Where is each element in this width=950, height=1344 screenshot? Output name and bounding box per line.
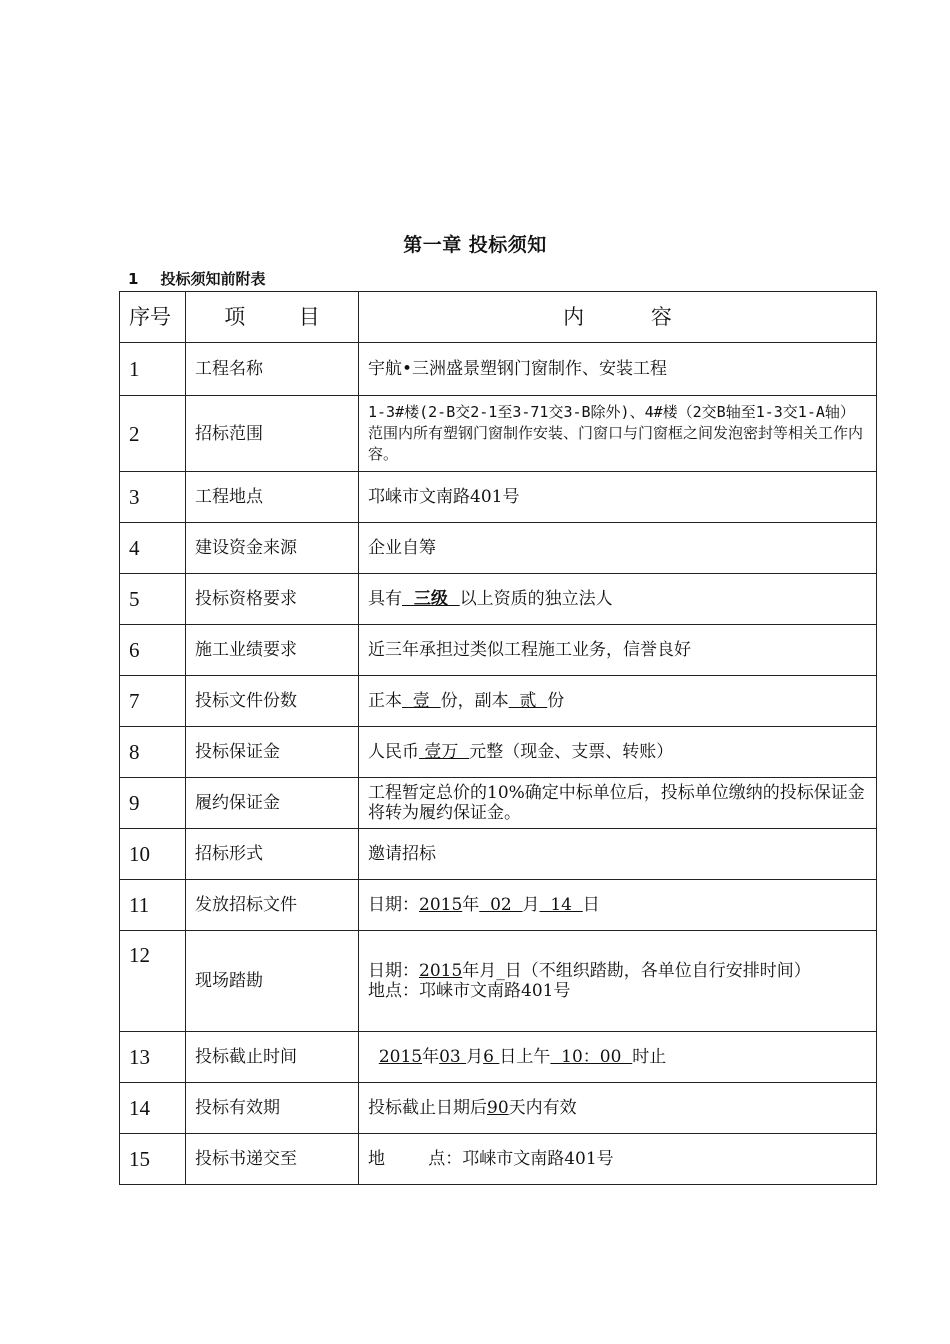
row-no: 1 — [120, 343, 186, 396]
row-no: 4 — [120, 523, 186, 574]
row-item: 投标文件份数 — [186, 676, 359, 727]
row-content: 日期：2015年 02 月 14 日 — [359, 880, 877, 931]
row-no: 9 — [120, 778, 186, 829]
row-item: 招标形式 — [186, 829, 359, 880]
row-content: 2015年03 月6 日上午 10：00 时止 — [359, 1032, 877, 1083]
header-no: 序号 — [120, 292, 186, 343]
table-row — [120, 523, 877, 574]
table-row — [120, 727, 877, 778]
row-content: 宇航•三洲盛景塑钢门窗制作、安装工程 — [359, 343, 877, 396]
table-row — [120, 574, 877, 625]
row-item: 现场踏勘 — [186, 931, 359, 1032]
row-item: 投标有效期 — [186, 1083, 359, 1134]
row-content: 日期：2015年月_日（不组织踏勘，各单位自行安排时间） 地点：邛崃市文南路401号 — [359, 931, 877, 1032]
row-no: 12 — [120, 931, 186, 1032]
row-content: 邀请招标 — [359, 829, 877, 880]
row-no: 3 — [120, 472, 186, 523]
bid-info-table — [119, 291, 877, 1185]
row-item: 投标资格要求 — [186, 574, 359, 625]
row-content: 地 点：邛崃市文南路401号 — [359, 1134, 877, 1185]
row-content: 1-3#楼(2-B交2-1至3-71交3-B除外)、4#楼（2交B轴至1-3交1-A轴）范围内所有塑钢门窗制作安装、门窗口与门窗框之间发泡密封等相关工作内容。 — [359, 396, 877, 472]
table-row — [120, 676, 877, 727]
row-item: 施工业绩要求 — [186, 625, 359, 676]
header-item: 项 目 — [186, 292, 359, 343]
row-item: 工程地点 — [186, 472, 359, 523]
row-no: 15 — [120, 1134, 186, 1185]
row-no: 10 — [120, 829, 186, 880]
row-item: 投标保证金 — [186, 727, 359, 778]
row-content: 具有 三级 以上资质的独立法人 — [359, 574, 877, 625]
table-row — [120, 1032, 877, 1083]
row-item: 建设资金来源 — [186, 523, 359, 574]
table-row — [120, 472, 877, 523]
table-header-row — [120, 292, 877, 343]
row-item: 投标截止时间 — [186, 1032, 359, 1083]
table-row — [120, 880, 877, 931]
section-number: 1 — [128, 270, 139, 288]
section-title: 投标须知前附表 — [160, 270, 266, 288]
row-content: 工程暂定总价的10%确定中标单位后，投标单位缴纳的投标保证金将转为履约保证金。 — [359, 778, 877, 829]
row-content: 人民币 壹万 元整（现金、支票、转账） — [359, 727, 877, 778]
row-no: 6 — [120, 625, 186, 676]
table-row — [120, 931, 877, 1032]
header-content: 内 容 — [359, 292, 877, 343]
table-row — [120, 778, 877, 829]
table-row — [120, 396, 877, 472]
row-no: 8 — [120, 727, 186, 778]
row-no: 11 — [120, 880, 186, 931]
table-row — [120, 1083, 877, 1134]
row-no: 5 — [120, 574, 186, 625]
row-content: 投标截止日期后90天内有效 — [359, 1083, 877, 1134]
row-item: 发放招标文件 — [186, 880, 359, 931]
table-row — [120, 1134, 877, 1185]
table-row — [120, 625, 877, 676]
row-no: 7 — [120, 676, 186, 727]
row-item: 履约保证金 — [186, 778, 359, 829]
row-item: 招标范围 — [186, 396, 359, 472]
row-content: 近三年承担过类似工程施工业务，信誉良好 — [359, 625, 877, 676]
table-row — [120, 829, 877, 880]
row-no: 14 — [120, 1083, 186, 1134]
chapter-title: 第一章 投标须知 — [403, 234, 547, 256]
row-item: 工程名称 — [186, 343, 359, 396]
row-no: 2 — [120, 396, 186, 472]
row-content: 企业自筹 — [359, 523, 877, 574]
section-heading — [128, 268, 265, 289]
row-no: 13 — [120, 1032, 186, 1083]
row-item: 投标书递交至 — [186, 1134, 359, 1185]
row-content: 邛崃市文南路401号 — [359, 472, 877, 523]
table-row — [120, 343, 877, 396]
row-content: 正本 壹 份，副本 贰 份 — [359, 676, 877, 727]
